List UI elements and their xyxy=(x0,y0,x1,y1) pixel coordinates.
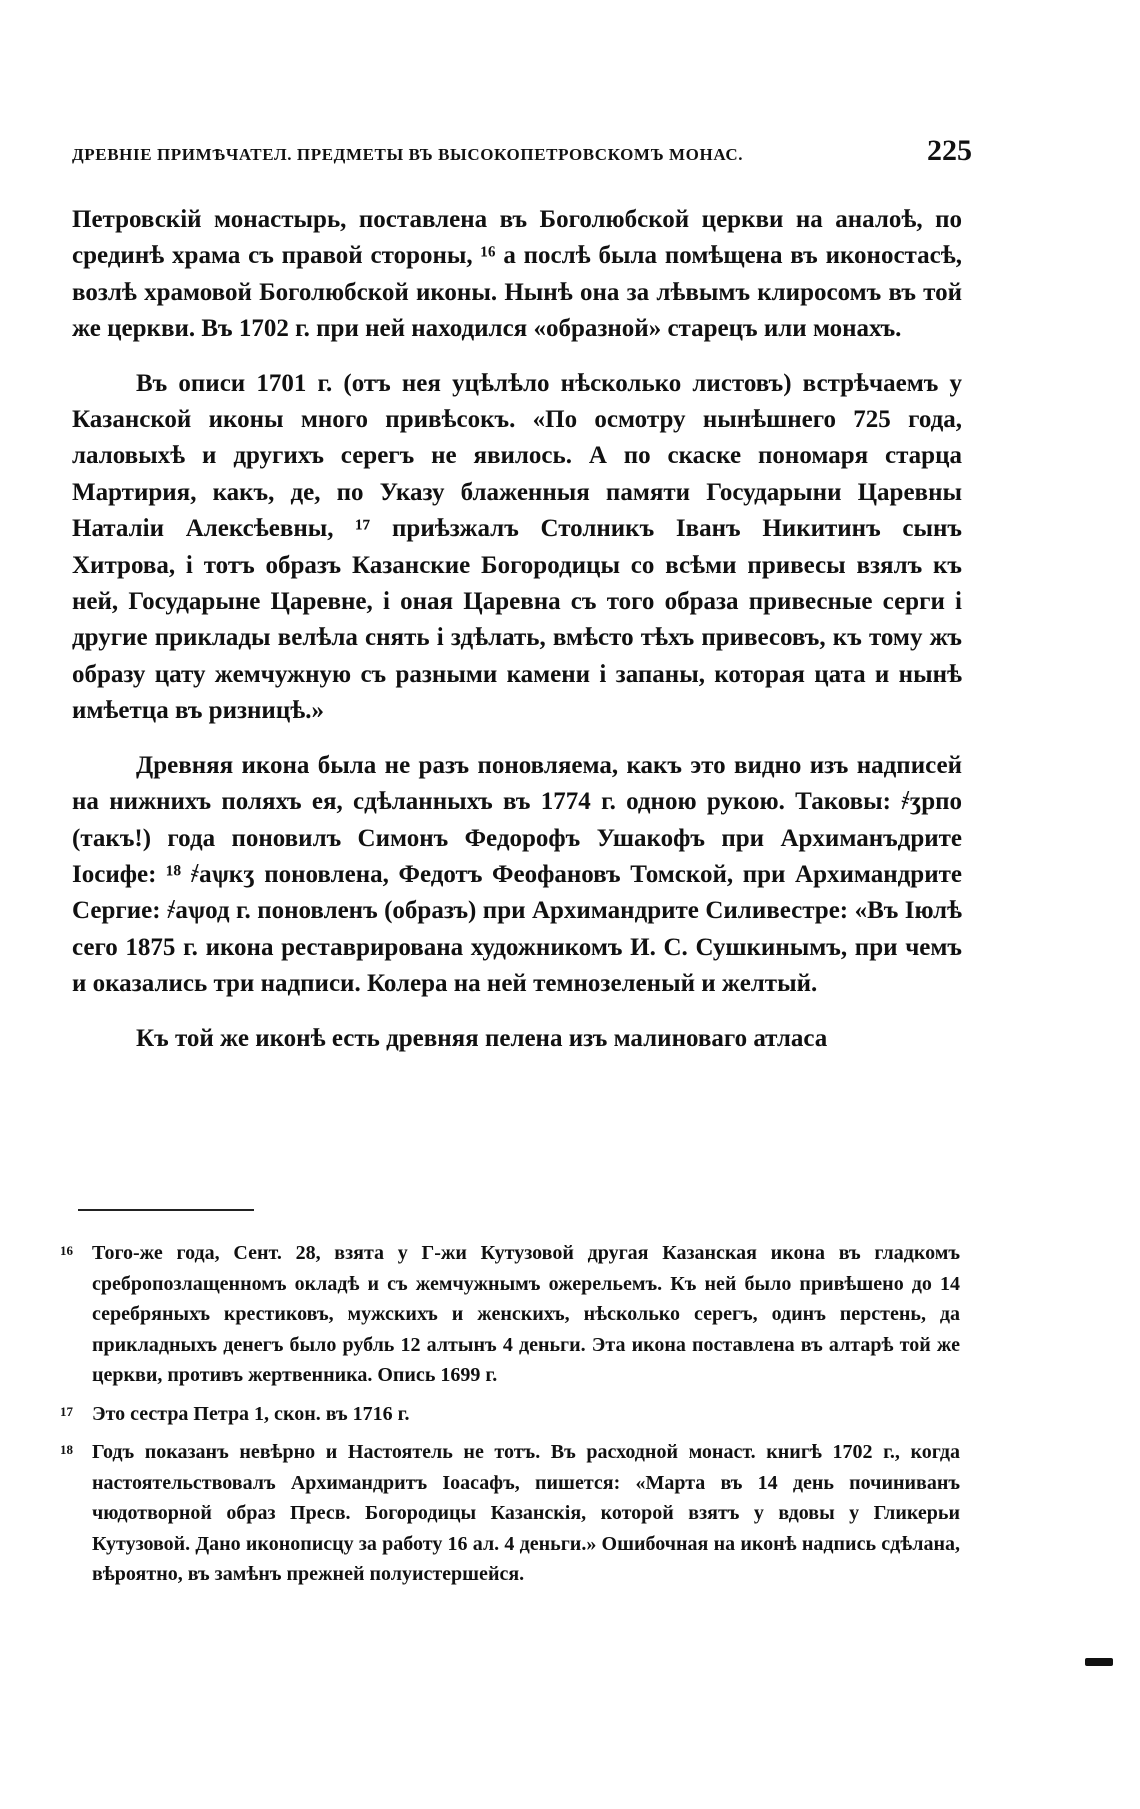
scan-artifact-mark xyxy=(1085,1658,1113,1666)
footnotes xyxy=(60,1238,960,1598)
footnote-mark: 18 xyxy=(60,1442,73,1457)
page-header xyxy=(72,134,972,168)
main-text xyxy=(72,202,962,1075)
footnote xyxy=(60,1437,960,1590)
paragraph: Древняя икона была не разъ поновляема, какъ это видно изъ надписей на нижнихъ поляхъ ея, сдѣланныхъ въ 1774 г. одною рукою. Таковы: ҂ӡрпо (такъ!) года поновилъ Симонъ Федорофъ Ушакофъ при Архиманъдрите Іосифе: ¹⁸ ҂аѱкӡ поновлена, Федотъ Феофановъ Томской, при Архимандрите Сергие: ҂аѱод г. поновленъ (образъ) при Архимандрите Силивестре: «Въ Іюлѣ сего 1875 г. икона реставрирована художникомъ И. С. Сушкинымъ, при чемъ и оказались три надписи. Колера на ней темнозеленый и желтый. xyxy=(72,751,962,998)
footnote xyxy=(60,1238,960,1391)
page-number: 225 xyxy=(927,134,972,167)
footnote-mark: 16 xyxy=(60,1243,73,1258)
paragraph: Въ описи 1701 г. (отъ нея уцѣлѣло нѣсколько листовъ) встрѣчаемъ у Казанской иконы много привѣсокъ. «По осмотру нынѣшнего 725 года, лаловыхѣ и другихъ серегъ не явилось. А по скаске пономаря старца Мартирия, какъ, де, по Указу блаженныя памяти Государыни Царевны Наталіи Алексѣевны, ¹⁷ приѣзжалъ Столникъ Іванъ Никитинъ сынъ Хитрова, і тотъ образъ Казанские Богородицы со всѣми привесы взялъ къ ней, Государыне Царевне, і оная Царевна съ того образа привесные серги і другие приклады велѣла снять і здѣлать, вмѣсто тѣхъ привесовъ, къ тому жъ образу цату жемчужную съ разными камени і запаны, которая цата и нынѣ имѣетца въ ризницѣ.» xyxy=(72,369,962,725)
footnote xyxy=(60,1399,960,1430)
footnote-mark: 17 xyxy=(60,1403,73,1419)
footnote-separator xyxy=(78,1209,254,1211)
paragraph: Къ той же иконѣ есть древняя пелена изъ малиноваго атласа xyxy=(136,1024,828,1052)
running-title: ДРЕВНІЕ ПРИМѢЧАТЕЛ. ПРЕДМЕТЫ ВЪ ВЫСОКОПЕТРОВСКОМЪ МОНАС. xyxy=(72,145,744,164)
paragraph: Петровскій монастырь, поставлена въ Боголюбской церкви на аналоѣ, по срединѣ храма съ правой стороны, ¹⁶ а послѣ была помѣщена въ иконостасѣ, возлѣ храмовой Боголюбской иконы. Нынѣ она за лѣвымъ клиросомъ въ той же церкви. Въ 1702 г. при ней находился «образной» старецъ или монахъ. xyxy=(72,206,962,343)
footnote-text: Годъ показанъ невѣрно и Настоятель не тотъ. Въ расходной монаст. книгѣ 1702 г., когда настоятельствовалъ Архимандритъ Іоасафъ, пишется: «Марта въ 14 день починиванъ чюдотворной образ Пресв. Богородицы Казанскія, которой взятъ у вдовы у Гликерьи Кутузовой. Дано иконописцу за работу 16 ал. 4 деньги.» Ошибочная на иконѣ надпись сдѣлана, вѣроятно, въ замѣнъ прежней полуистершейся. xyxy=(92,1441,960,1585)
footnote-text: Это сестра Петра 1, скон. въ 1716 г. xyxy=(92,1402,410,1425)
footnote-text: Того-же года, Сент. 28, взята у Г-жи Кутузовой другая Казанская икона въ гладкомъ сребропозлащенномъ окладѣ и съ жемчужнымъ ожерельемъ. Къ ней было привѣшено до 14 серебряныхъ крестиковъ, мужскихъ и женскихъ, нѣсколько серегъ, одинъ перстень, да прикладныхъ денегъ было рубль 12 алтынъ 4 деньги. Эта икона поставлена въ алтарѣ той же церкви, противъ жертвенника. Опись 1699 г. xyxy=(92,1242,960,1386)
